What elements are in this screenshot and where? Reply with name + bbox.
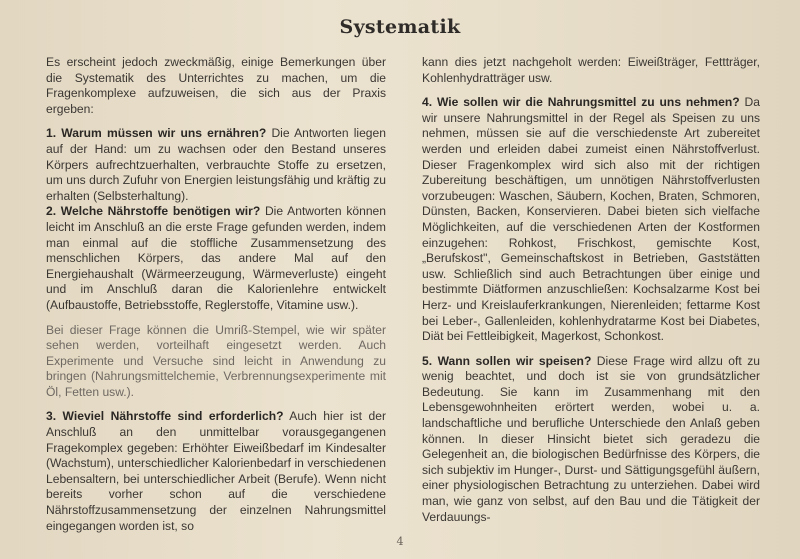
question-1-heading: 1. Warum müssen wir uns ernähren? — [46, 126, 267, 141]
right-column — [422, 55, 760, 525]
question-2-paragraph — [46, 204, 386, 313]
question-1-paragraph — [46, 126, 386, 204]
question-2-note: Bei dieser Frage können die Umriß-Stempel, wie wir später sehen werden, vorteilhaft eingesetzt werden. Auch Experimente und Versuche sind leicht in Anwendung zu bringen (Nahrungsmittelchemie, Verbrennungsexperimente mit Öl, Fetten usw.). — [46, 322, 386, 399]
left-column — [46, 55, 386, 534]
question-5-text: Diese Frage wird allzu oft zu wenig beachtet, und doch ist sie von grundsätzlicher Bedeutung. Sie kann im Zusammenhang mit den Lebensgewohnheiten erörtert werden, wobei u. a. landschaftliche und berufliche Unterschiede den Anlaß geben können. In dieser Hinsicht bietet sich geradezu die Gelegenheit an, die biologischen Bedürfnisse des Körpers, die sich subjektiv im Hunger-, Durst- und Sättigungsgefühl äußern, einer physiologischen Betrachtung zu unterziehen. Dabei wird man, wie ganz von selbst, auf den Bau und die Tätigkeit der Verdauungs- — [422, 353, 760, 524]
question-2-heading: 2. Welche Nährstoffe benötigen wir? — [46, 204, 261, 219]
continuation-paragraph: kann dies jetzt nachgeholt werden: Eiweißträger, Fettträger, Kohlenhydratträger usw. — [422, 55, 760, 85]
question-4-text: Da wir unsere Nahrungsmittel in der Regel als Speisen zu uns nehmen, müssen sie auf die verschiedenste Art zubereitet werden und erleiden dabei zumeist einen Nährstoffverlust. Dieser Fragenkomplex wird sich also mit der richtigen Zubereitung beschäftigen, um unnötigen Nährstoffverlusten vorzubeugen: Waschen, Säubern, Kochen, Braten, Schmoren, Dünsten, Backen, Konservieren. Dabei bieten sich vielfache Möglichkeiten, auf die verschiedenen Arten der Kostformen einzugehen: Rohkost, Frischkost, gemischte Kost, „Berufskost", Gemeinschaftskost in Betrieben, Gaststätten usw. Schließlich sind auch Betrachtungen über einige und bestimmte Diätformen anzuschließen: Kochsalzarme Kost bei Herz- und Kreislauferkrankungen, Nierenleiden; fettarme Kost bei Leber-, Gallenleiden, kohlenhydratarme Kost bei Diabetes, Diät bei Fettleibigkeit, Magerkost, Schonkost. — [422, 95, 760, 344]
question-3-heading: 3. Wieviel Nährstoffe sind erforderlich? — [46, 409, 284, 424]
question-2-text: Die Antworten können leicht im Anschluß an die erste Frage gefunden werden, indem man einmal auf die stoffliche Zusammensetzung des menschlichen Körpers, das andere Mal auf den Energiehaushalt (Wärmeerzeugung, Wärmeverluste) eingeht und im Anschluß daran die Kalorienlehre entwickelt (Aufbaustoffe, Betriebsstoffe, Reglerstoffe, Vitamine usw.). — [46, 204, 386, 312]
question-3-paragraph — [46, 409, 386, 534]
question-5-heading: 5. Wann sollen wir speisen? — [422, 353, 592, 368]
intro-paragraph: Es erscheint jedoch zweckmäßig, einige Bemerkungen über die Systematik des Unterrichtes zu machen, um die Fragenkomplexe aufzuweisen, die sich aus der Praxis ergeben: — [46, 55, 386, 116]
question-4-heading: 4. Wie sollen wir die Nahrungsmittel zu uns nehmen? — [422, 95, 740, 110]
page-title: Systematik — [339, 16, 461, 38]
question-3-text: Auch hier ist der Anschluß an den unmittelbar vorausgegangenen Fragekomplex gegeben: Erhöhter Eiweißbedarf im Kindesalter (Wachstum), unterschiedlicher Kalorienbedarf in verschiedenen Lebensaltern, bei unterschiedlicher Arbeit (Berufe). Wenn nicht bereits vorher schon auf die verschiedene Nährstoffzusammensetzung der einzelnen Nahrungsmittel eingegangen worden ist, so — [46, 409, 386, 533]
question-5-paragraph — [422, 354, 760, 526]
question-1-text: Die Antworten liegen auf der Hand: um zu wachsen oder den Bestand unseres Körpers aufrechtzuerhalten, verbrauchte Stoffe zu ersetzen, um uns durch Zufuhr von Energien leistungsfähig und kräftig zu erhalten (Selbsterhaltung). — [46, 126, 386, 203]
question-4-paragraph — [422, 95, 760, 345]
page-number: 4 — [396, 535, 404, 548]
